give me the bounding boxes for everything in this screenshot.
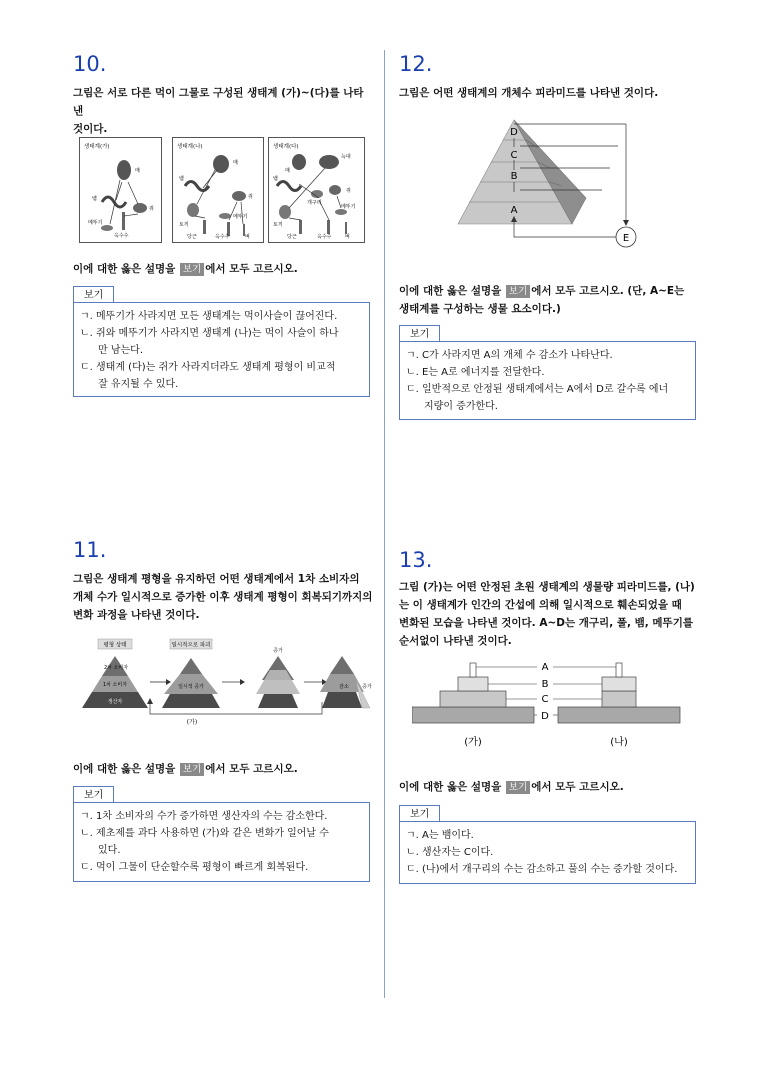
label-grasshopper: 메뚜기 — [88, 220, 103, 226]
label-grasshopper: 메뚜기 — [233, 214, 248, 220]
label-hawk: 매 — [135, 168, 140, 174]
label-carrot: 당근 — [187, 234, 197, 240]
q10-item-3-cont: 잘 유지될 수 있다. — [98, 379, 179, 390]
label-producer: 생산자 — [107, 699, 123, 705]
q10-ask — [73, 260, 298, 278]
q10-item-1: ㄱ. 메뚜기가 사라지면 모든 생태계는 먹이사슬이 끊어진다. — [80, 311, 338, 322]
ask-text: 에서 모두 고르시오. — [531, 781, 624, 793]
q11-stem-line1: 그림은 생태계 평형을 유지하던 어떤 생태계에서 1차 소비자의 — [73, 573, 360, 585]
ask-text: 에서 모두 고르시오. — [205, 763, 298, 775]
q12-stem: 그림은 어떤 생태계의 개체수 피라미드를 나타낸 것이다. — [399, 87, 659, 99]
q13-stem-line2: 는 이 생태계가 인간의 간섭에 의해 일시적으로 훼손되었을 때 — [399, 599, 682, 611]
label-snake: 뱀 — [179, 176, 184, 182]
label-snake: 뱀 — [273, 176, 278, 182]
label-na: (나) — [610, 737, 628, 748]
label-decrease: 감소 — [339, 684, 349, 690]
label-collapse: 일시적으로 파괴 — [171, 642, 211, 649]
ask-text: 에서 모두 고르시오. — [205, 263, 298, 275]
food-web-panel-ga — [79, 137, 162, 243]
ask-text: 이에 대한 옳은 설명을 — [399, 285, 505, 297]
q13-stem-line3: 변화된 모습을 나타낸 것이다. A~D는 개구리, 풀, 뱀, 메뚜기를 — [399, 617, 693, 629]
label-mouse: 쥐 — [248, 194, 253, 200]
food-web-ga-drawing — [80, 138, 161, 242]
label-d: D — [510, 127, 518, 138]
q10-number: 10. — [73, 52, 107, 76]
q13-item-2: ㄴ. 생산자는 C이다. — [406, 847, 494, 858]
label-a: A — [510, 205, 518, 216]
bogi-inline-label: 보기 — [506, 285, 530, 298]
q10-item-3: ㄷ. 생태계 (다)는 쥐가 사라지더라도 생태계 평형이 비교적 — [80, 362, 336, 373]
label-ga: (가) — [186, 719, 198, 726]
q13-ask — [399, 778, 624, 796]
label-consumer1: 1차 소비자 — [102, 682, 128, 688]
label-hawk: 매 — [285, 168, 290, 174]
label-corn: 옥수수 — [114, 233, 129, 239]
label-b: B — [541, 679, 549, 690]
q11-number: 11. — [73, 538, 107, 562]
q11-stem — [73, 570, 378, 624]
q12-ask — [399, 282, 699, 318]
column-divider — [384, 50, 385, 998]
label-c: C — [510, 150, 518, 161]
food-web-panel-na — [172, 137, 264, 243]
q13-stem-line4: 순서없이 나타낸 것이다. — [399, 635, 512, 647]
label-grasshopper: 메뚜기 — [341, 204, 356, 210]
q11-ask — [73, 760, 298, 778]
label-rabbit: 토끼 — [179, 222, 189, 228]
q10-stem-line1: 그림은 서로 다른 먹이 그물로 구성된 생태계 (가)~(다)를 나타낸 — [73, 87, 364, 117]
q11-figure — [80, 636, 380, 726]
q11-stem-line3: 변화 과정을 나타낸 것이다. — [73, 609, 200, 621]
panel-title: 생태계(다) — [273, 144, 299, 150]
q10-item-2: ㄴ. 쥐와 메뚜기가 사라지면 생태계 (나)는 먹이 사슬이 하나 — [80, 328, 339, 339]
q12-number: 12. — [399, 52, 433, 76]
q11-stem-line2: 개체 수가 일시적으로 증가한 이후 생태계 평형이 회복되기까지의 — [73, 591, 373, 603]
label-consumer2: 2차 소비자 — [103, 665, 129, 671]
label-increase2: 증가 — [362, 684, 372, 690]
label-hawk: 매 — [233, 160, 238, 166]
q12-item-2: ㄴ. E는 A로 에너지를 전달한다. — [406, 367, 545, 378]
panel-title: 생태계(나) — [177, 144, 203, 150]
panel-title: 생태계(가) — [84, 144, 110, 150]
q10-bogi-tab: 보기 — [73, 286, 114, 303]
label-rabbit: 토끼 — [273, 222, 283, 228]
label-d: D — [541, 711, 549, 722]
q11-item-2: ㄴ. 제초제를 과다 사용하면 (가)와 같은 변화가 일어날 수 — [80, 828, 329, 839]
q10-bogi-box — [73, 302, 370, 397]
q13-biomass-figure — [412, 655, 697, 751]
ask-text: 이에 대한 옳은 설명을 — [73, 763, 179, 775]
q13-stem — [399, 578, 704, 650]
q12-item-1: ㄱ. C가 사라지면 A의 개체 수 감소가 나타난다. — [406, 350, 613, 361]
q13-bogi-tab: 보기 — [399, 805, 440, 822]
q12-item-3: ㄷ. 일반적으로 안정된 생태계에서는 A에서 D로 갈수록 에너 — [406, 384, 669, 395]
ask-text: 이에 대한 옳은 설명을 — [399, 781, 505, 793]
q12-bogi-box — [399, 341, 696, 420]
food-web-na-drawing — [173, 138, 263, 242]
label-mouse: 쥐 — [149, 206, 154, 212]
q13-number: 13. — [399, 548, 433, 572]
q10-stem — [73, 84, 373, 138]
label-mouse: 쥐 — [346, 188, 351, 194]
q11-item-2-cont: 있다. — [98, 845, 121, 856]
label-temp-increase: 일시적 증가 — [178, 684, 204, 690]
label-balance: 평형 상태 — [103, 642, 127, 649]
label-snake: 뱀 — [92, 196, 97, 202]
q10-item-2-cont: 만 남는다. — [98, 345, 143, 356]
label-rice: 벼 — [345, 234, 350, 240]
label-carrot: 당근 — [287, 234, 297, 240]
food-web-da-drawing — [269, 138, 364, 242]
q12-pyramid-figure — [450, 116, 650, 256]
q13-item-1: ㄱ. A는 뱀이다. — [406, 830, 474, 841]
label-ga: (가) — [464, 737, 482, 748]
ask-text-line2: 생태계를 구성하는 생물 요소이다.) — [399, 303, 561, 315]
label-corn: 옥수수 — [317, 234, 332, 240]
q11-item-3: ㄷ. 먹이 그물이 단순할수록 평형이 빠르게 회복된다. — [80, 862, 309, 873]
ask-text: 이에 대한 옳은 설명을 — [73, 263, 179, 275]
label-increase: 증가 — [273, 648, 283, 654]
bogi-inline-label: 보기 — [180, 263, 204, 276]
q12-bogi-tab: 보기 — [399, 325, 440, 342]
label-wolf: 늑대 — [341, 154, 351, 160]
q11-bogi-box — [73, 802, 370, 882]
label-rice: 벼 — [245, 234, 250, 240]
q11-item-1: ㄱ. 1차 소비자의 수가 증가하면 생산자의 수는 감소한다. — [80, 811, 328, 822]
q10-stem-line2: 것이다. — [73, 123, 108, 135]
q13-stem-line1: 그림 (가)는 어떤 안정된 초원 생태계의 생물량 피라미드를, (나) — [399, 581, 695, 593]
label-c: C — [541, 694, 549, 705]
bogi-inline-label: 보기 — [506, 781, 530, 794]
label-corn: 옥수수 — [215, 234, 230, 240]
food-web-panel-da — [268, 137, 365, 243]
q12-item-3-cont: 지량이 증가한다. — [424, 401, 498, 412]
q13-item-3: ㄷ. (나)에서 개구리의 수는 감소하고 풀의 수는 증가할 것이다. — [406, 864, 678, 875]
ask-text: 에서 모두 고르시오. (단, A~E는 — [531, 285, 685, 297]
label-e: E — [622, 233, 630, 244]
label-a: A — [541, 662, 549, 673]
label-frog: 개구리 — [307, 200, 322, 206]
q11-bogi-tab: 보기 — [73, 786, 114, 803]
label-b: B — [510, 171, 518, 182]
bogi-inline-label: 보기 — [180, 763, 204, 776]
q13-bogi-box — [399, 821, 696, 884]
